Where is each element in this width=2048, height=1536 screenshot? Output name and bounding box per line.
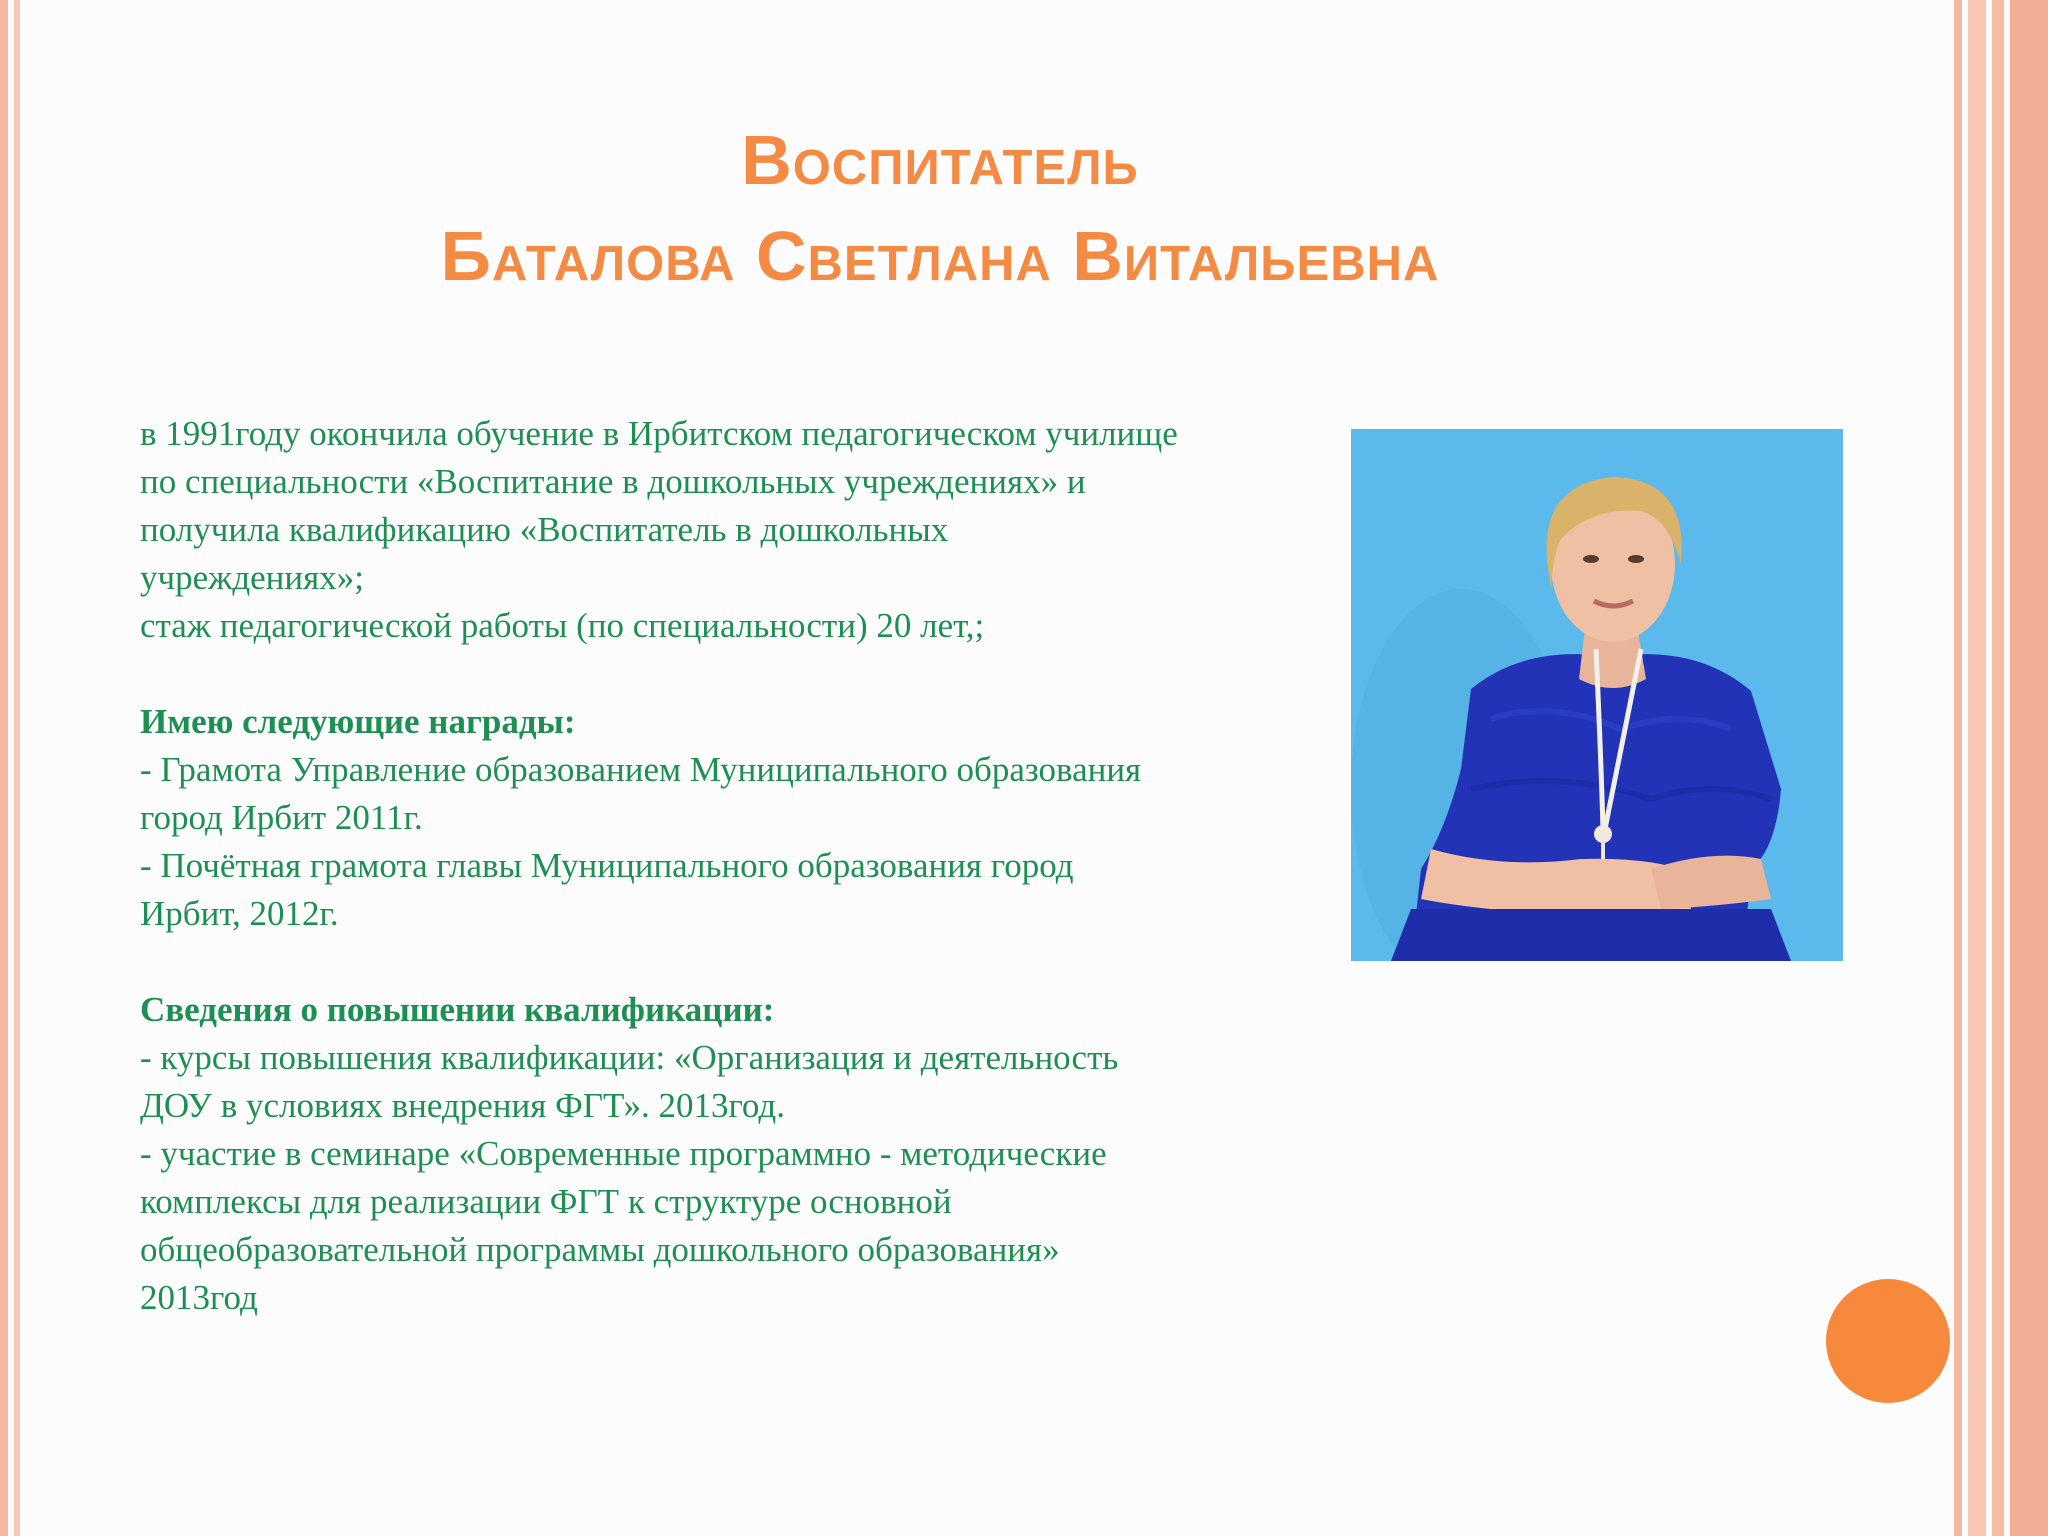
qualification-line: 2013год bbox=[140, 1278, 258, 1317]
education-line: в 1991году окончила обучение в Ирбитском педагогическом училище bbox=[140, 414, 1178, 453]
award-line: город Ирбит 2011г. bbox=[140, 798, 423, 837]
qualification-line: - участие в семинаре «Современные программно - методические bbox=[140, 1134, 1107, 1173]
qualification-line: общеобразовательной программы дошкольного образования» bbox=[140, 1230, 1060, 1269]
paragraph-gap bbox=[140, 938, 1340, 986]
portrait-illustration bbox=[1351, 429, 1843, 961]
slide-title bbox=[170, 112, 1710, 304]
education-line: по специальности «Воспитание в дошкольных учреждениях» и bbox=[140, 462, 1086, 501]
qualification-heading: Сведения о повышении квалификации: bbox=[140, 990, 775, 1029]
education-line: получила квалификацию «Воспитатель в дошкольных bbox=[140, 510, 949, 549]
education-line: учреждениях»; bbox=[140, 558, 364, 597]
decorative-orange-circle bbox=[1826, 1279, 1950, 1403]
award-line: - Почётная грамота главы Муниципального образования город bbox=[140, 846, 1074, 885]
right-border-stripe bbox=[2010, 0, 2048, 1536]
awards-heading: Имею следующие награды: bbox=[140, 702, 576, 741]
title-role: Воспитатель bbox=[741, 121, 1139, 199]
left-border-stripe bbox=[14, 0, 20, 1536]
right-border-stripe bbox=[1954, 0, 1962, 1536]
award-line: - Грамота Управление образованием Муниципального образования bbox=[140, 750, 1142, 789]
paragraph-gap bbox=[140, 650, 1340, 698]
award-line: Ирбит, 2012г. bbox=[140, 894, 339, 933]
biography-text bbox=[140, 410, 1340, 1322]
right-border-stripe bbox=[1992, 0, 2004, 1536]
qualification-line: - курсы повышения квалификации: «Организация и деятельность bbox=[140, 1038, 1119, 1077]
qualification-line: комплексы для реализации ФГТ к структуре основной bbox=[140, 1182, 952, 1221]
left-border-stripe bbox=[0, 0, 8, 1536]
qualification-line: ДОУ в условиях внедрения ФГТ». 2013год. bbox=[140, 1086, 785, 1125]
teacher-portrait-photo bbox=[1351, 429, 1843, 961]
experience-line: стаж педагогической работы (по специальности) 20 лет,; bbox=[140, 606, 985, 645]
title-person-name: Баталова Светлана Витальевна bbox=[440, 217, 1440, 295]
right-border-stripe bbox=[1968, 0, 1986, 1536]
